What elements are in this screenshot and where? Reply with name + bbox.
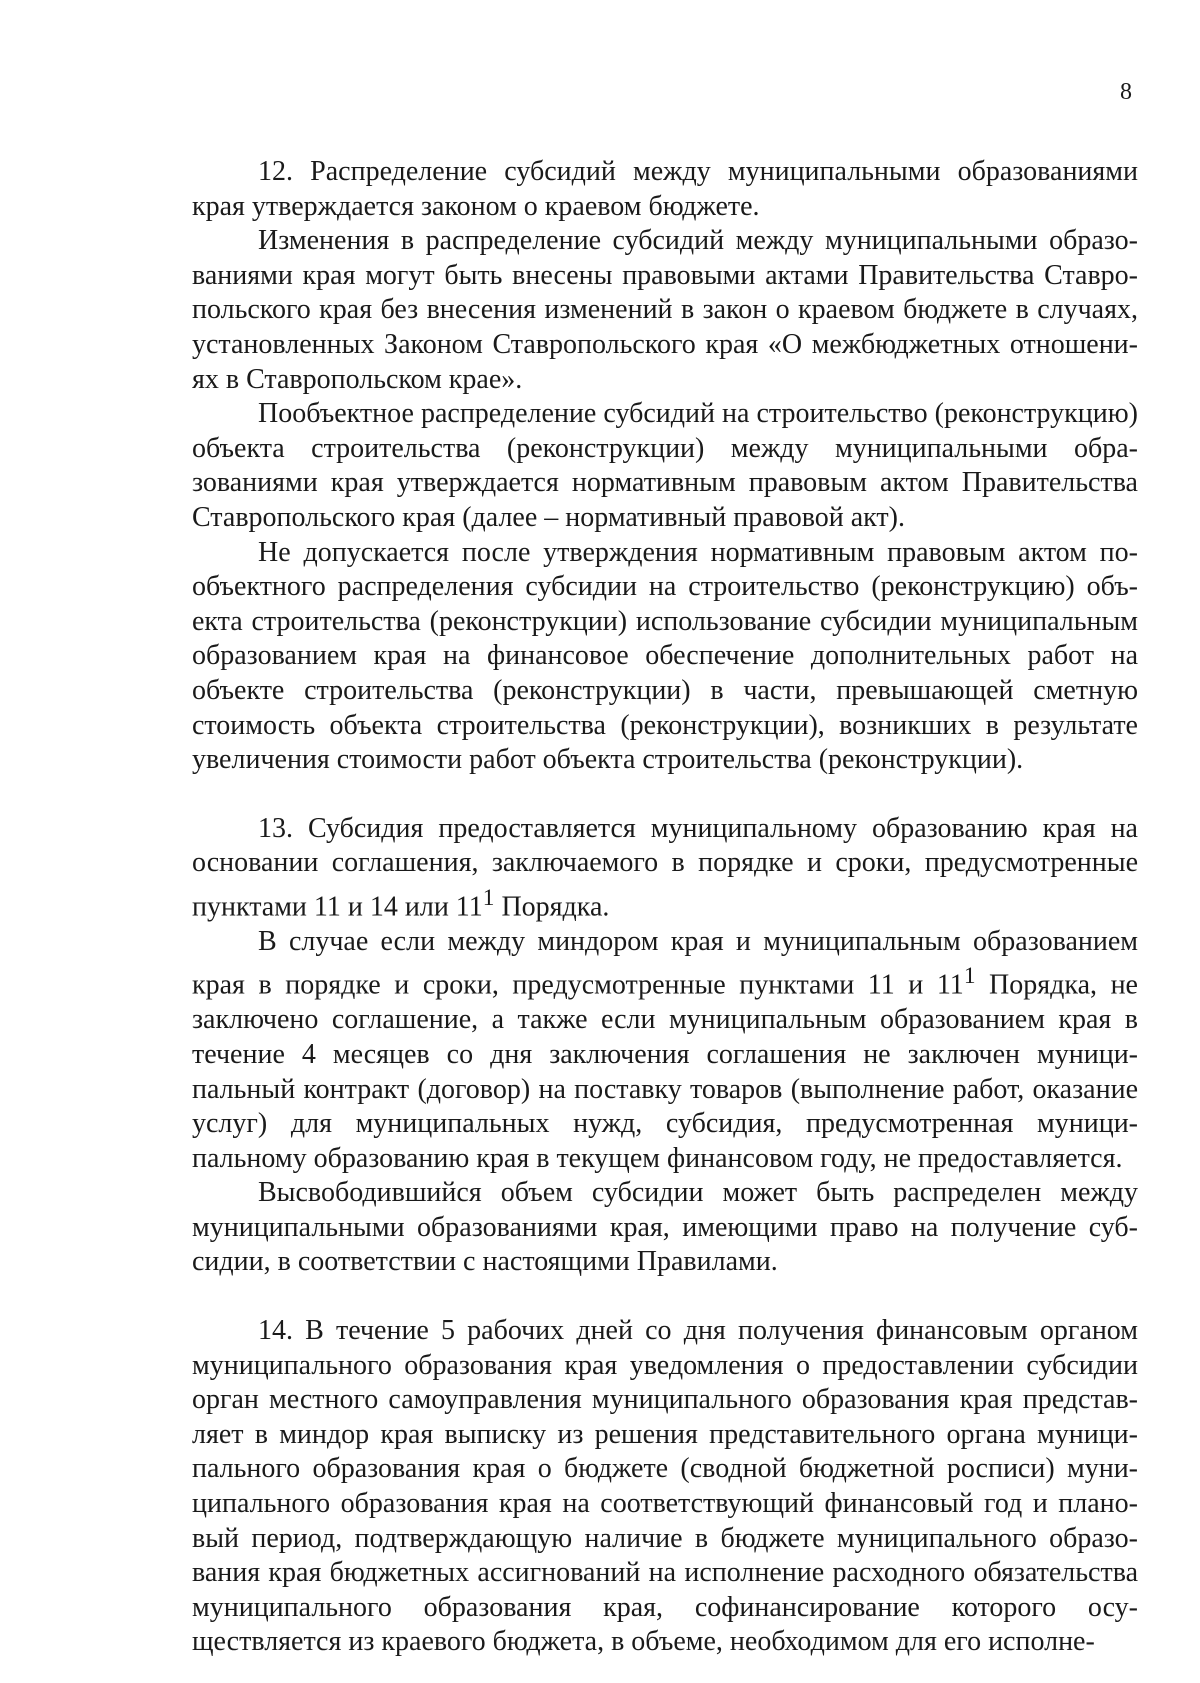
paragraph-13-superscript: 1	[482, 884, 495, 911]
paragraph-13-text: 13. Субсидия предоставляется муниципальному образованию края на основании соглашения, заключаемого в порядке и сроки, предусмотренные пунктами 11 и 14 или 11	[192, 812, 1138, 923]
page-number: 8	[1120, 79, 1132, 105]
paragraph-13-released-volume: Высвободившийся объем субсидии может быть распределен между муниципальными образованиями края, имеющими право на получение субсидии, в соответствии с настоящими Правилами.	[192, 1177, 1138, 1278]
document-body	[192, 155, 1138, 1660]
paragraph-13-no-agreement-superscript: 1	[963, 963, 976, 990]
paragraph-13-text-end: Порядка.	[494, 891, 610, 923]
paragraph-13-no-agreement-text-end: Порядка, не заключено соглашение, а также если муниципальным образованием края в течение 4 месяцев со дня заключения соглашения не заключен муниципальный контракт (договор) на поставку товаров (выполнение работ, оказание услуг) для муниципальных нужд, субсидия, предусмотренная муниципальному образованию края в текущем финансовом году, не предоставляется.	[192, 969, 1138, 1174]
paragraph-12: 12. Распределение субсидий между муниципальными образованиями края утверждается законом о краевом бюджете.	[192, 156, 1138, 222]
paragraph-13-no-agreement-text: В случае если между миндором края и муниципальным образованием края в порядке и сроки, предусмотренные пунктами 11 и 11	[192, 925, 1138, 1001]
paragraph-14: 14. В течение 5 рабочих дней со дня получения финансовым органом муниципального образования края уведомления о предоставлении субсидии орган местного самоуправления муниципального образования края представляет в миндор края выписку из решения представительного органа муниципального образования края о бюджете (сводной бюджетной росписи) муниципального образования края на соответствующий финансовый год и плановый период, подтверждающую наличие в бюджете муниципального образования края бюджетных ассигнований на исполнение расходного обязательства муниципального образования края, софинансирование которого осуществляется из краевого бюджета, в объеме, необходимом для его исполне-	[192, 1315, 1138, 1658]
paragraph-13	[192, 812, 1138, 925]
paragraph-13-no-agreement	[192, 925, 1138, 1176]
paragraph-12-changes: Изменения в распределение субсидий между муниципальными образованиями края могут быть внесены правовыми актами Правительства Ставропольского края без внесения изменений в закон о краевом бюджете в случаях, установленных Законом Ставропольского края «О межбюджетных отношениях в Ставропольском крае».	[192, 225, 1138, 395]
paragraph-12-object-distribution: Пообъектное распределение субсидий на строительство (реконструкцию) объекта строительства (реконструкции) между муниципальными образованиями края утверждается нормативным правовым актом Правительства Ставропольского края (далее – нормативный правовой акт).	[192, 398, 1138, 533]
paragraph-12-prohibition: Не допускается после утверждения нормативным правовым актом пообъектного распределения субсидии на строительство (реконструкцию) объекта строительства (реконструкции) использование субсидии муниципальным образованием края на финансовое обеспечение дополнительных работ на объекте строительства (реконструкции) в части, превышающей сметную стоимость объекта строительства (реконструкции), возникших в результате увеличения стоимости работ объекта строительства (реконструкции).	[192, 536, 1138, 776]
